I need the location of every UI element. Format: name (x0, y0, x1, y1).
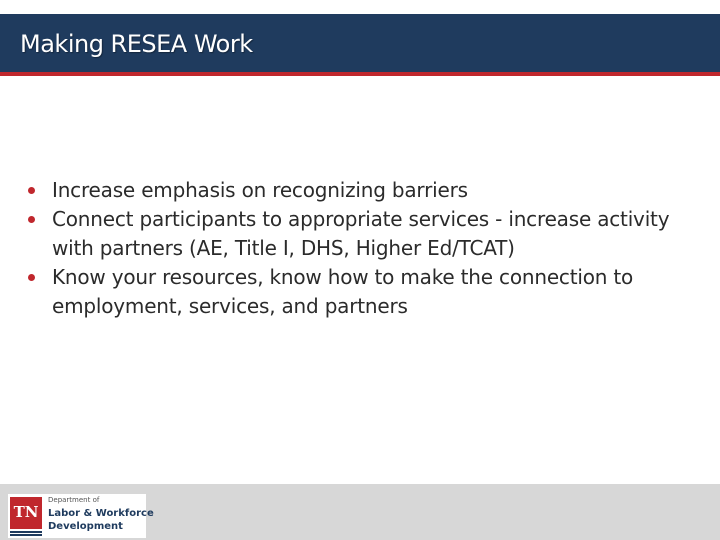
tn-labor-logo (8, 494, 154, 538)
header-bar (0, 14, 720, 76)
bullet-dot-icon (28, 274, 35, 281)
dept-line-3: Development (48, 521, 123, 532)
dept-line-1: Department of (48, 496, 100, 504)
tn-logo-mark: TN (13, 503, 39, 521)
slide-title: Making RESEA Work (20, 30, 253, 58)
list-item (6, 263, 706, 321)
logo-stripe (10, 534, 42, 536)
list-item (6, 176, 706, 205)
bullet-dot-icon (28, 187, 35, 194)
bullet-text: Connect participants to appropriate services - increase activity with partners (AE, Title I, DHS, Higher Ed/TCAT) (52, 207, 670, 260)
bullet-dot-icon (28, 216, 35, 223)
logo-stripe (10, 531, 42, 533)
dept-line-2: Labor & Workforce (48, 508, 154, 519)
bullet-list (6, 176, 706, 321)
list-item (6, 205, 706, 263)
bullet-text: Know your resources, know how to make the connection to employment, services, and partners (52, 265, 634, 318)
footer (0, 484, 720, 540)
tn-logo-icon (10, 497, 42, 529)
bullet-text: Increase emphasis on recognizing barriers (52, 178, 468, 202)
